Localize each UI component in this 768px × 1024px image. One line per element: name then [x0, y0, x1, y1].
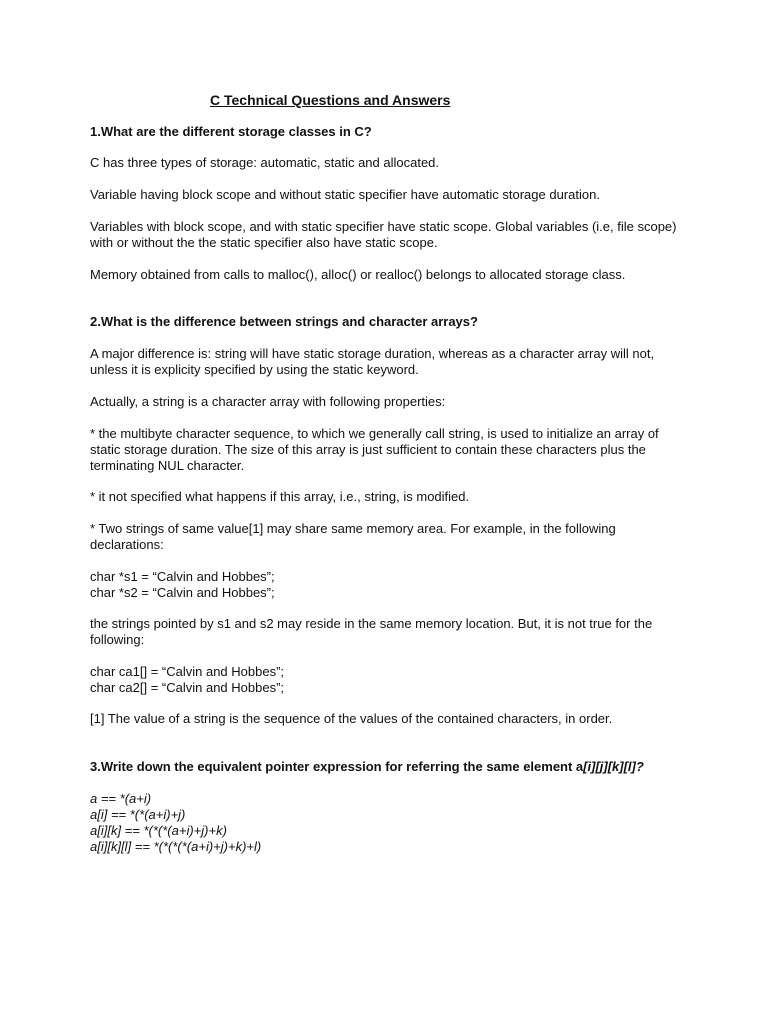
- question-3-indices: [i][j][k][l]?: [583, 759, 644, 774]
- code-line: char ca2[] = “Calvin and Hobbes”;: [90, 680, 285, 695]
- code-block-pointer-expressions: [90, 791, 261, 855]
- q2-paragraph-6: the strings pointed by s1 and s2 may reside in the same memory location. But, it is not true for the following:: [90, 616, 653, 647]
- code-line: a == *(a+i): [90, 791, 152, 806]
- q1-paragraph-4: Memory obtained from calls to malloc(), alloc() or realloc() belongs to allocated storage class.: [90, 267, 626, 282]
- code-line: char *s2 = “Calvin and Hobbes”;: [90, 585, 275, 600]
- code-block-arrays: [90, 664, 284, 696]
- page-title: C Technical Questions and Answers: [210, 92, 451, 108]
- q2-paragraph-5: * Two strings of same value[1] may share same memory area. For example, in the following declarations:: [90, 521, 616, 552]
- q1-paragraph-3: Variables with block scope, and with static specifier have static scope. Global variables (i.e, file scope) with or without the the static specifier also have static scope.: [90, 219, 677, 250]
- code-line: a[i][k] == *(*(*(a+i)+j)+k): [90, 823, 227, 838]
- q1-paragraph-1: C has three types of storage: automatic, static and allocated.: [90, 155, 440, 170]
- code-line: char ca1[] = “Calvin and Hobbes”;: [90, 664, 285, 679]
- q2-paragraph-2: Actually, a string is a character array with following properties:: [90, 394, 446, 409]
- q2-paragraph-1: A major difference is: string will have static storage duration, whereas as a character array will not, unless it is explicity specified by using the static keyword.: [90, 346, 655, 377]
- question-3-text: 3.Write down the equivalent pointer expression for referring the same element a: [90, 759, 584, 774]
- question-1: 1.What are the different storage classes in C?: [90, 124, 372, 139]
- q2-footnote: [1] The value of a string is the sequence of the values of the contained characters, in order.: [90, 711, 613, 726]
- code-block-pointers: [90, 569, 275, 601]
- q2-paragraph-4: * it not specified what happens if this array, i.e., string, is modified.: [90, 489, 470, 504]
- code-line: a[i][k][l] == *(*(*(*(a+i)+j)+k)+l): [90, 839, 262, 854]
- code-line: char *s1 = “Calvin and Hobbes”;: [90, 569, 275, 584]
- q2-paragraph-3: * the multibyte character sequence, to which we generally call string, is used to initialize an array of static storage duration. The size of this array is just sufficient to contain these characters plus the terminating NUL character.: [90, 426, 659, 473]
- q1-paragraph-2: Variable having block scope and without static specifier have automatic storage duration.: [90, 187, 600, 202]
- question-2: 2.What is the difference between strings and character arrays?: [90, 314, 478, 329]
- question-3: [90, 759, 644, 775]
- code-line: a[i] == *(*(a+i)+j): [90, 807, 186, 822]
